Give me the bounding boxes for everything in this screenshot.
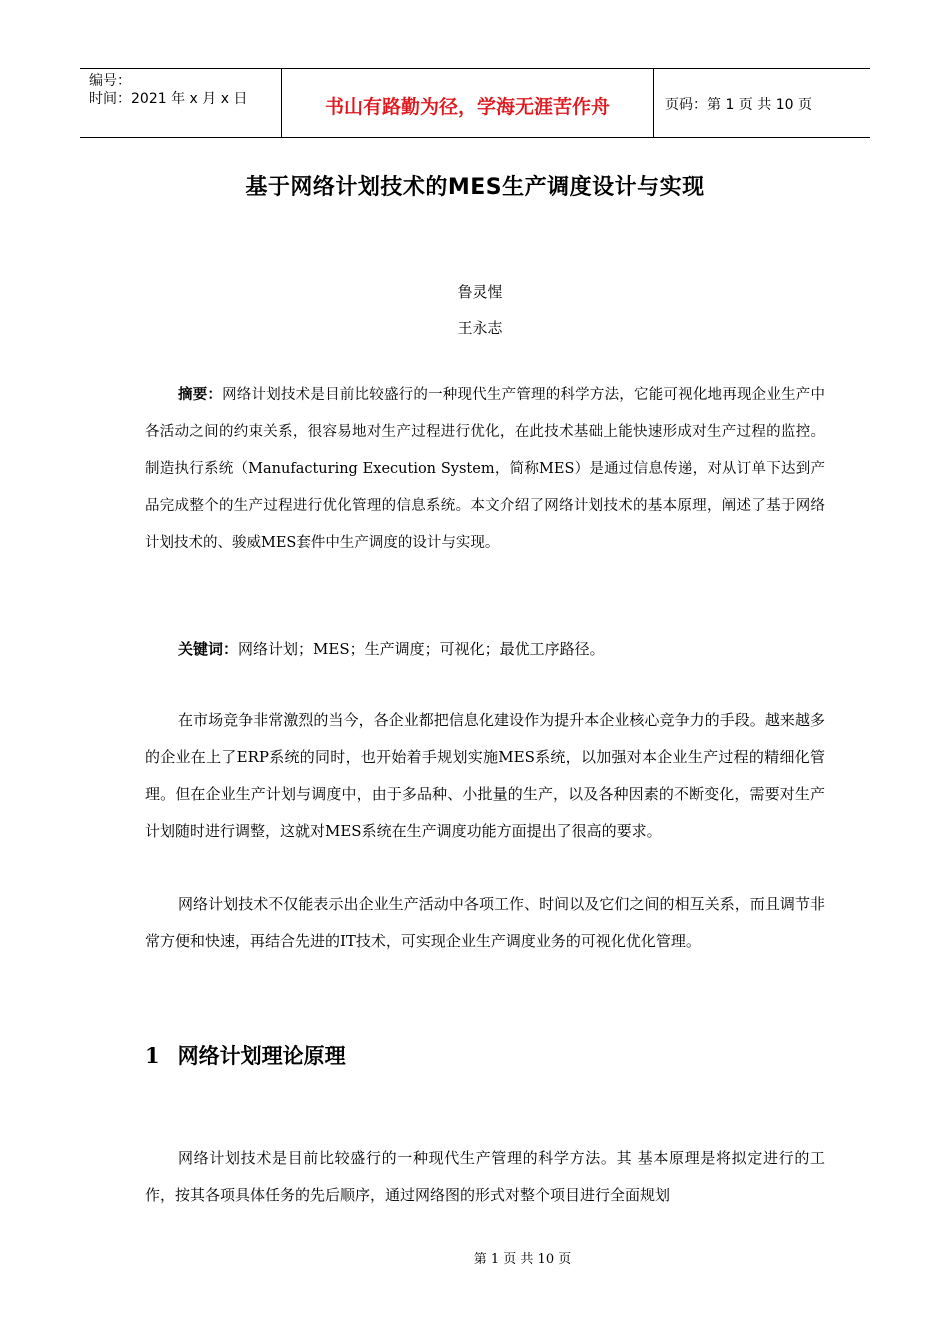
document-header xyxy=(80,68,870,138)
header-motto: 书山有路勤为径，学海无涯苦作舟 xyxy=(281,69,654,137)
document-time: 时间：2021 年 x 月 x 日 xyxy=(89,91,248,107)
section-number: 1 xyxy=(145,1043,160,1068)
document-title: 基于网络计划技术的MES生产调度设计与实现 xyxy=(245,175,705,200)
body-paragraph: 在市场竞争非常激烈的当今，各企业都把信息化建设作为提升本企业核心竞争力的手段。越来越多的企业在上了ERP系统的同时，也开始着手规划实施MES系统，以加强对本企业生产过程的精细化管理。但在企业生产计划与调度中，由于多品种、小批量的生产，以及各种因素的不断变化，需要对生产计划随时进行调整，这就对MES系统在生产调度功能方面提出了很高的要求。 xyxy=(145,711,825,840)
section-paragraph: 网络计划技术是目前比较盛行的一种现代生产管理的科学方法。其 基本原理是将拟定进行的工作，按其各项具体任务的先后顺序，通过网络图的形式对整个项目进行全面规划 xyxy=(145,1149,825,1204)
abstract-text: 网络计划技术是目前比较盛行的一种现代生产管理的科学方法，它能可视化地再现企业生产中各活动之间的约束关系，很容易地对生产过程进行优化，在此技术基础上能快速形成对生产过程的监控。制造执行系统（Manufacturing Execution System，简称MES）是通过信息传递，对从订单下达到产品完成整个的生产过程进行优化管理的信息系统。本文介绍了网络计划技术的基本原理，阐述了基于网络计划技术的、骏威MES套件中生产调度的设计与实现。 xyxy=(145,387,826,551)
header-page-info: 页码：第 1 页 共 10 页 xyxy=(665,97,812,113)
header-meta xyxy=(80,69,281,137)
keywords-paragraph xyxy=(145,631,825,668)
document-number-label: 编号： xyxy=(89,73,131,89)
section-title-text: 网络计划理论原理 xyxy=(177,1044,346,1068)
body-paragraph: 网络计划技术不仅能表示出企业生产活动中各项工作、时间以及它们之间的相互关系，而且调节非常方便和快速，再结合先进的IT技术，可实现企业生产调度业务的可视化优化管理。 xyxy=(145,895,825,950)
abstract-paragraph xyxy=(145,377,825,562)
keywords-text: 网络计划；MES；生产调度；可视化；最优工序路径。 xyxy=(238,640,605,658)
author-name: 鲁灵惺 xyxy=(457,283,503,301)
keywords-label: 关键词： xyxy=(178,640,239,658)
abstract-label: 摘要： xyxy=(178,387,223,403)
author-name: 王永志 xyxy=(457,319,503,337)
section-heading xyxy=(145,1040,346,1070)
page-footer: 第 1 页 共 10 页 xyxy=(473,1252,572,1267)
